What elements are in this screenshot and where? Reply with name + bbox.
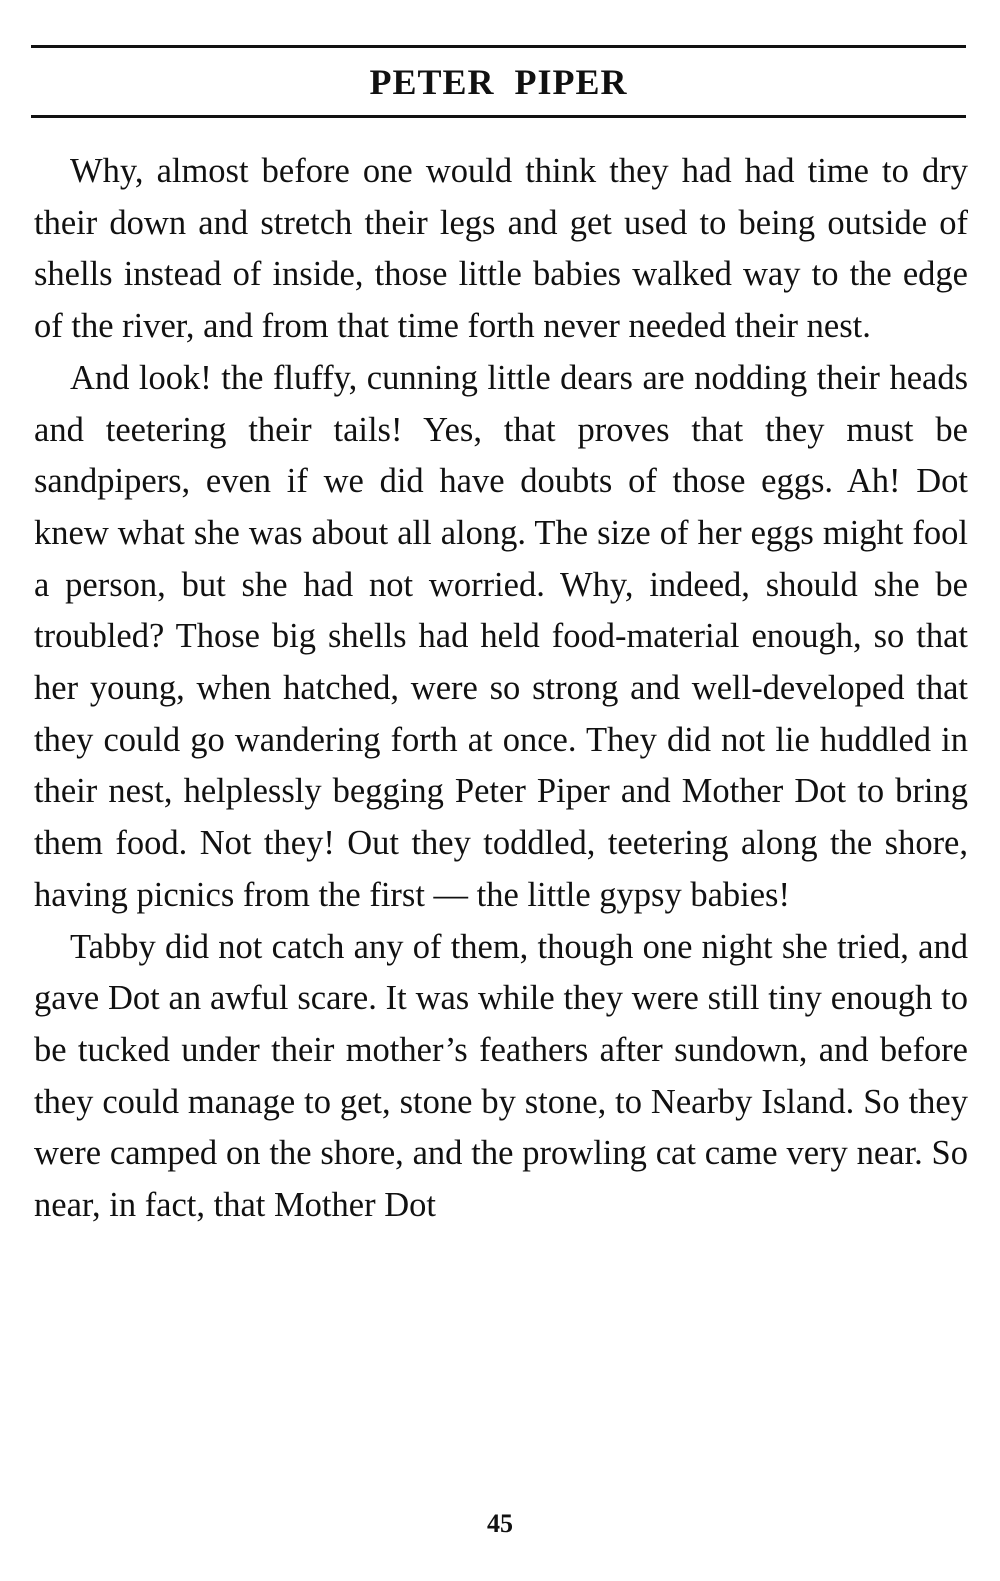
header-top-rule — [31, 45, 966, 48]
paragraph-1: Why, almost before one would think they had had time to dry their down and stretch their legs and get used to being outside of shells instead of inside, those little babies walked way to the edge of the river, and from that time forth never needed their nest. — [34, 152, 968, 346]
page-number: 45 — [487, 1509, 513, 1538]
header-bottom-rule — [31, 115, 966, 118]
paragraph-3: Tabby did not catch any of them, though one night she tried, and gave Dot an awful scare. It was while they were still tiny enough to be tucked under their mother’s feathers after sundown, and before they could manage to get, stone by stone, to Nearby Island. So they were camped on the shore, and the prowling cat came very near. So near, in fact, that Mother Dot — [34, 927, 968, 1225]
body-text — [34, 146, 968, 1232]
running-head-title: PETER PIPER — [369, 62, 628, 102]
paragraph-2: And look! the fluffy, cunning little dears are nodding their heads and teetering their tails! Yes, that proves that they must be sandpipers, even if we did have doubts of those eggs. Ah! Dot knew what she was about all along. The size of her eggs might fool a person, but she had not worried. Why, indeed, should she be troubled? Those big shells had held food-material enough, so that her young, when hatched, were so strong and well-developed that they could go wandering forth at once. They did not lie huddled in their nest, helplessly begging Peter Piper and Mother Dot to bring them food. Not they! Out they toddled, teetering along the shore, having picnics from the first — the little gypsy babies! — [34, 358, 968, 914]
